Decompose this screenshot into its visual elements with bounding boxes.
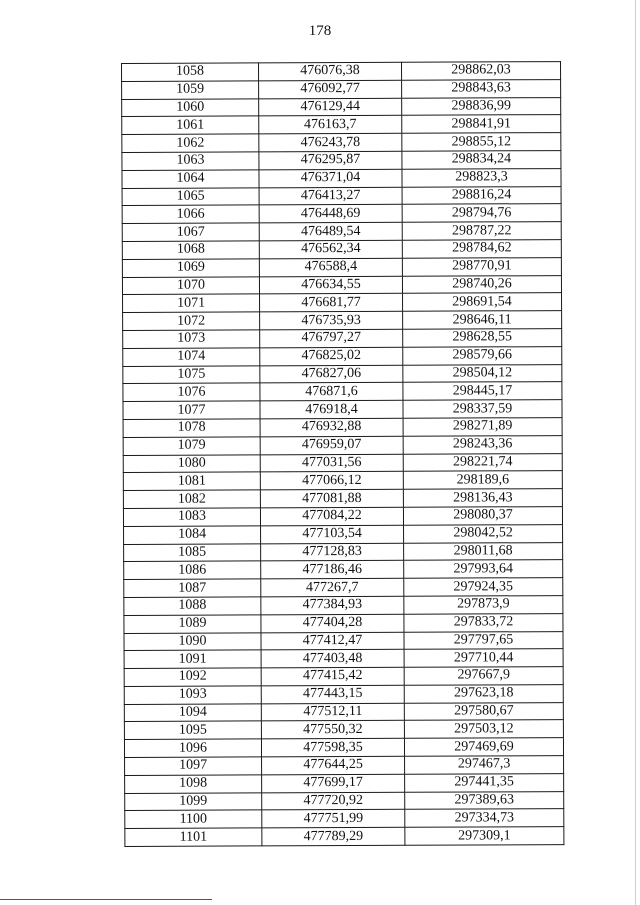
table-row [123,400,562,420]
point-number-cell: 1095 [124,721,261,739]
point-number-cell: 1094 [124,704,261,722]
point-number-cell: 1076 [123,383,260,401]
x-coordinate-cell: 477415,42 [261,667,404,685]
x-coordinate-cell: 477128,83 [261,543,404,561]
table-row [122,240,561,260]
x-coordinate-cell: 477186,46 [261,561,404,579]
point-number-cell: 1070 [122,276,259,294]
x-coordinate-cell: 477384,93 [261,596,404,614]
table-row [123,329,562,349]
x-coordinate-cell: 476413,27 [259,187,402,205]
x-coordinate-cell: 477267,7 [261,578,404,596]
point-number-cell: 1072 [123,312,260,330]
y-coordinate-cell: 298691,54 [403,293,562,311]
x-coordinate-cell: 476634,55 [259,276,402,294]
y-coordinate-cell: 298740,26 [402,275,561,293]
point-number-cell: 1069 [122,259,259,277]
y-coordinate-cell: 297623,18 [404,684,563,702]
x-coordinate-cell: 477644,25 [262,756,405,774]
point-number-cell: 1059 [122,81,259,99]
x-coordinate-cell: 477550,32 [261,721,404,739]
table-row [122,168,561,188]
point-number-cell: 1075 [123,365,260,383]
table-row [122,97,561,117]
point-number-cell: 1089 [124,615,261,633]
x-coordinate-cell: 476827,06 [260,365,403,383]
table-row [123,489,562,509]
y-coordinate-cell: 298862,03 [401,62,560,80]
y-coordinate-cell: 298841,91 [402,115,561,133]
x-coordinate-cell: 476588,4 [259,258,402,276]
table-row [122,257,561,277]
x-coordinate-cell: 477404,28 [261,614,404,632]
y-coordinate-cell: 298834,24 [402,151,561,169]
table-row [124,649,563,669]
x-coordinate-cell: 477699,17 [262,774,405,792]
table-row [123,435,562,455]
x-coordinate-cell: 476076,38 [259,62,402,80]
point-number-cell: 1096 [124,739,261,757]
x-coordinate-cell: 476797,27 [260,329,403,347]
table-row [125,809,564,829]
table-row [122,151,561,171]
point-number-cell: 1090 [124,632,261,650]
table-row [123,346,562,366]
y-coordinate-cell: 298843,63 [402,79,561,97]
table-row [123,293,562,313]
y-coordinate-cell: 297389,63 [405,791,564,809]
point-number-cell: 1081 [123,472,260,490]
point-number-cell: 1074 [123,348,260,366]
y-coordinate-cell: 298823,3 [402,168,561,186]
y-coordinate-cell: 298221,74 [403,453,562,471]
y-coordinate-cell: 298011,68 [404,542,563,560]
point-number-cell: 1079 [123,437,260,455]
y-coordinate-cell: 298836,99 [402,97,561,115]
table-row [125,791,564,811]
table-row [124,631,563,651]
table-row [125,827,564,847]
table-row [125,756,564,776]
point-number-cell: 1091 [124,650,261,668]
x-coordinate-cell: 476959,07 [260,436,403,454]
y-coordinate-cell: 298243,36 [403,435,562,453]
table-row [123,382,562,402]
y-coordinate-cell: 297334,73 [405,809,564,827]
point-number-cell: 1099 [125,793,262,811]
x-coordinate-cell: 476371,04 [259,169,402,187]
point-number-cell: 1083 [123,508,260,526]
table-row [124,684,563,704]
table-row [122,62,561,82]
point-number-cell: 1088 [124,597,261,615]
y-coordinate-cell: 298271,89 [403,418,562,436]
point-number-cell: 1062 [122,134,259,152]
table-row [122,186,561,206]
point-number-cell: 1084 [124,526,261,544]
table-row [122,79,561,99]
x-coordinate-cell: 476295,87 [259,151,402,169]
table-row [123,311,562,331]
table-row [122,115,561,135]
y-coordinate-cell: 298628,55 [403,329,562,347]
y-coordinate-cell: 298646,11 [403,311,562,329]
x-coordinate-cell: 477751,99 [262,810,405,828]
x-coordinate-cell: 477412,47 [261,632,404,650]
y-coordinate-cell: 297441,35 [405,773,564,791]
footer-rule [0,899,212,900]
table-row [124,720,563,740]
x-coordinate-cell: 476489,54 [259,222,402,240]
y-coordinate-cell: 298816,24 [402,186,561,204]
x-coordinate-cell: 476918,4 [260,400,403,418]
point-number-cell: 1071 [123,294,260,312]
table-row [123,364,562,384]
x-coordinate-cell: 476562,34 [259,240,402,258]
point-number-cell: 1078 [123,419,260,437]
table-row [124,613,563,633]
point-number-cell: 1073 [123,330,260,348]
y-coordinate-cell: 297993,64 [404,560,563,578]
point-number-cell: 1098 [125,775,262,793]
page-number: 178 [308,23,332,39]
point-number-cell: 1065 [122,187,259,205]
y-coordinate-cell: 298855,12 [402,133,561,151]
scan-edge [635,0,636,905]
y-coordinate-cell: 298042,52 [404,524,563,542]
x-coordinate-cell: 476735,93 [260,311,403,329]
y-coordinate-cell: 298136,43 [403,489,562,507]
table-row [124,702,563,722]
table-row [124,595,563,615]
y-coordinate-cell: 297469,69 [404,738,563,756]
point-number-cell: 1093 [124,686,261,704]
y-coordinate-cell: 298784,62 [402,240,561,258]
point-number-cell: 1087 [124,579,261,597]
point-number-cell: 1085 [124,543,261,561]
table-row [122,133,561,153]
x-coordinate-cell: 476163,7 [259,116,402,134]
y-coordinate-cell: 297833,72 [404,613,563,631]
x-coordinate-cell: 476243,78 [259,133,402,151]
table-row [124,667,563,687]
table-row [124,738,563,758]
table-row [125,773,564,793]
point-number-cell: 1086 [124,561,261,579]
y-coordinate-cell: 298770,91 [402,257,561,275]
x-coordinate-cell: 477512,11 [261,703,404,721]
point-number-cell: 1058 [122,63,259,81]
x-coordinate-cell: 476932,88 [260,418,403,436]
y-coordinate-cell: 298794,76 [402,204,561,222]
table-row [124,524,563,544]
y-coordinate-cell: 297667,9 [404,667,563,685]
point-number-cell: 1092 [124,668,261,686]
x-coordinate-cell: 477081,88 [260,489,403,507]
point-number-cell: 1080 [123,454,260,472]
table-row [122,204,561,224]
x-coordinate-cell: 477403,48 [261,650,404,668]
point-number-cell: 1100 [125,810,262,828]
point-number-cell: 1064 [122,170,259,188]
table-row [124,578,563,598]
y-coordinate-cell: 298189,6 [403,471,562,489]
point-number-cell: 1060 [122,98,259,116]
x-coordinate-cell: 477103,54 [261,525,404,543]
x-coordinate-cell: 477031,56 [260,454,403,472]
point-number-cell: 1068 [122,241,259,259]
y-coordinate-cell: 298579,66 [403,346,562,364]
point-number-cell: 1063 [122,152,259,170]
point-number-cell: 1097 [125,757,262,775]
coordinates-table-body [122,62,564,847]
x-coordinate-cell: 477066,12 [260,472,403,490]
y-coordinate-cell: 297797,65 [404,631,563,649]
x-coordinate-cell: 477789,29 [262,828,405,846]
x-coordinate-cell: 477443,15 [261,685,404,703]
y-coordinate-cell: 297873,9 [404,595,563,613]
point-number-cell: 1067 [122,223,259,241]
y-coordinate-cell: 297467,3 [405,756,564,774]
point-number-cell: 1101 [125,828,262,846]
x-coordinate-cell: 476448,69 [259,205,402,223]
y-coordinate-cell: 298080,37 [403,506,562,524]
y-coordinate-cell: 297580,67 [404,702,563,720]
x-coordinate-cell: 476681,77 [260,294,403,312]
table-row [123,453,562,473]
point-number-cell: 1077 [123,401,260,419]
x-coordinate-cell: 477598,35 [261,739,404,757]
point-number-cell: 1061 [122,116,259,134]
coordinates-table [121,61,564,847]
table-row [124,542,563,562]
x-coordinate-cell: 477720,92 [262,792,405,810]
y-coordinate-cell: 298337,59 [403,400,562,418]
table-row [123,471,562,491]
y-coordinate-cell: 297710,44 [404,649,563,667]
y-coordinate-cell: 298445,17 [403,382,562,400]
table-row [122,222,561,242]
y-coordinate-cell: 298787,22 [402,222,561,240]
table-row [123,506,562,526]
x-coordinate-cell: 476825,02 [260,347,403,365]
table-row [123,418,562,438]
table-row [124,560,563,580]
x-coordinate-cell: 476129,44 [259,98,402,116]
point-number-cell: 1082 [123,490,260,508]
x-coordinate-cell: 476871,6 [260,383,403,401]
point-number-cell: 1066 [122,205,259,223]
y-coordinate-cell: 297309,1 [405,827,564,845]
y-coordinate-cell: 298504,12 [403,364,562,382]
y-coordinate-cell: 297924,35 [404,578,563,596]
x-coordinate-cell: 477084,22 [260,507,403,525]
table-row [122,275,561,295]
x-coordinate-cell: 476092,77 [259,80,402,98]
y-coordinate-cell: 297503,12 [404,720,563,738]
